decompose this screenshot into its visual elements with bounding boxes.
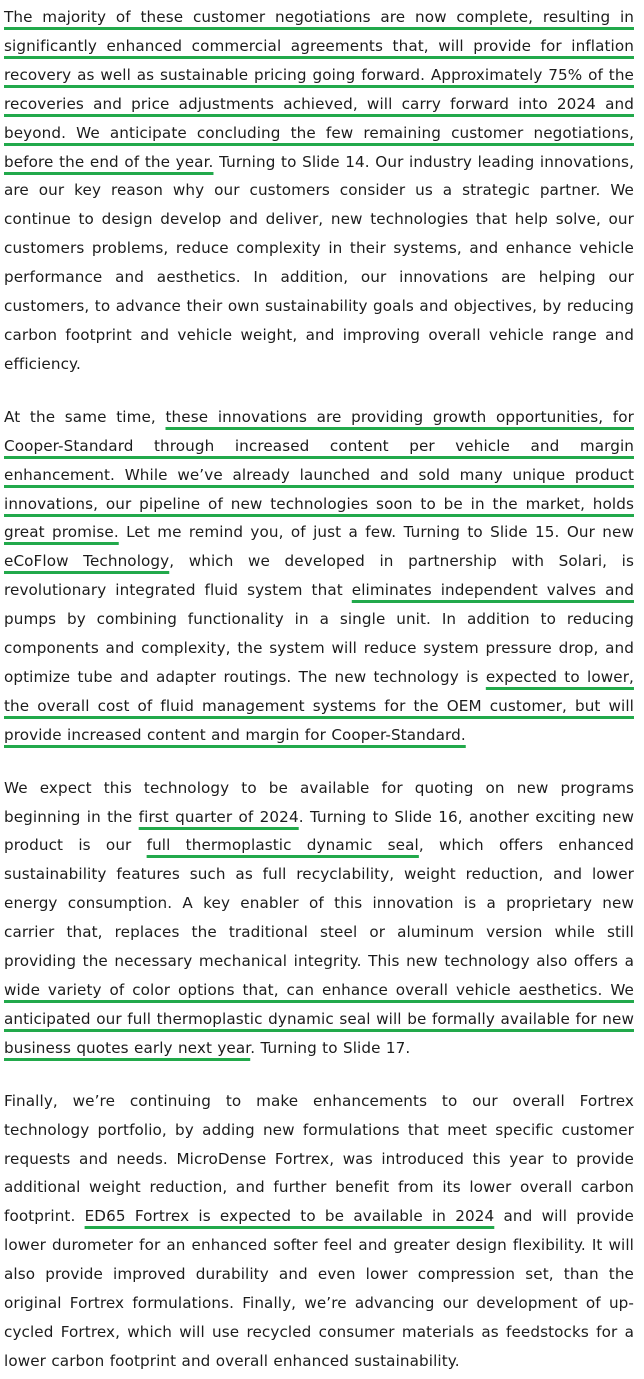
transcript-document [4,3,634,1376]
highlighted-text: these innovations are providing growth opportunities, for Cooper-Standard through increased content per vehicle and margin enhancement. While we’ve already launched and sold many unique product innovations, our pipeline of new technologies soon to be in the market, holds great promise. [4,407,634,542]
paragraph-text: Turning to Slide 14. Our industry leading innovations, are our key reason why our customers consider us a strategic partner. We continue to design develop and deliver, new technologies that help solve, our customers problems, reduce complexity in their systems, and enhance vehicle performance and aesthetics. In addition, our innovations are helping our customers, to advance their own sustainability goals and objectives, by reducing carbon footprint and vehicle weight, and improving overall vehicle range and efficiency. [4,152,634,373]
highlighted-text: full thermoplastic dynamic seal [146,836,419,855]
paragraph-3 [4,774,634,1063]
highlighted-text: expected to lower, the overall cost of fluid management systems for the OEM customer, but will provide increased content and margin for Cooper-Standard. [4,667,634,744]
paragraph-text: , which we developed in partnership with Solari, is revolutionary integrated fluid system that [4,552,634,600]
paragraph-4 [4,1087,634,1376]
highlighted-text: first quarter of 2024 [138,807,299,826]
paragraph-text: At the same time, [4,407,166,426]
paragraph-text: We expect this technology to be available for quoting on new programs beginning in the [4,778,634,826]
paragraph-text: pumps by combining functionality in a single unit. In addition to reducing components and complexity, the system will reduce system pressure drop, and optimize tube and adapter routings. The new technology is [4,610,634,686]
paragraph-text: Finally, we’re continuing to make enhancements to our overall Fortrex technology portfolio, by adding new formulations that meet specific customer requests and needs. MicroDense Fortrex, was introduced this year to provide additional weight reduction, and further benefit from its lower overall carbon footprint. [4,1091,634,1226]
paragraph-text: Let me remind you, of just a few. Turning to Slide 15. Our new [118,523,634,542]
paragraph-text: , which offers enhanced sustainability features such as full recyclability, weight reduction, and lower energy consumption. A key enabler of this innovation is a proprietary new carrier that, replaces the traditional steel or aluminum version while still providing the necessary mechanical integrity. This new technology also offers a [4,836,634,971]
highlighted-text: wide variety of color options that, can enhance overall vehicle aesthetics. We anticipated our full thermoplastic dynamic seal will be formally available for new business quotes early next year [4,981,634,1057]
paragraph-text: . Turning to Slide 16, another exciting new product is our [4,807,635,855]
paragraph-text: . Turning to Slide 17. [250,1038,411,1057]
highlighted-text: eliminates independent valves and [351,581,634,600]
highlighted-text: The majority of these customer negotiations are now complete, resulting in significantly enhanced commercial agreements that, will provide for inflation recovery as well as sustainable pricing going forward. Approximately 75% of the recoveries and price adjustments achieved, will carry forward into 2024 and beyond. We anticipate concluding the few remaining customer negotiations, before the end of the year. [4,8,634,171]
paragraph-1 [4,3,634,379]
highlighted-text: ED65 Fortrex is expected to be available in 2024 [84,1207,495,1226]
paragraph-text: and will provide lower durometer for an enhanced softer feel and greater design flexibility. It will also provide improved durability and even lower compression set, than the original Fortrex formulations. Finally, we’re advancing our development of up-cycled Fortrex, which will use recycled consumer materials as feedstocks for a lower carbon footprint and overall enhanced sustainability. [4,1207,634,1370]
highlighted-text: eCoFlow Technology [4,552,170,571]
paragraph-2 [4,403,634,750]
